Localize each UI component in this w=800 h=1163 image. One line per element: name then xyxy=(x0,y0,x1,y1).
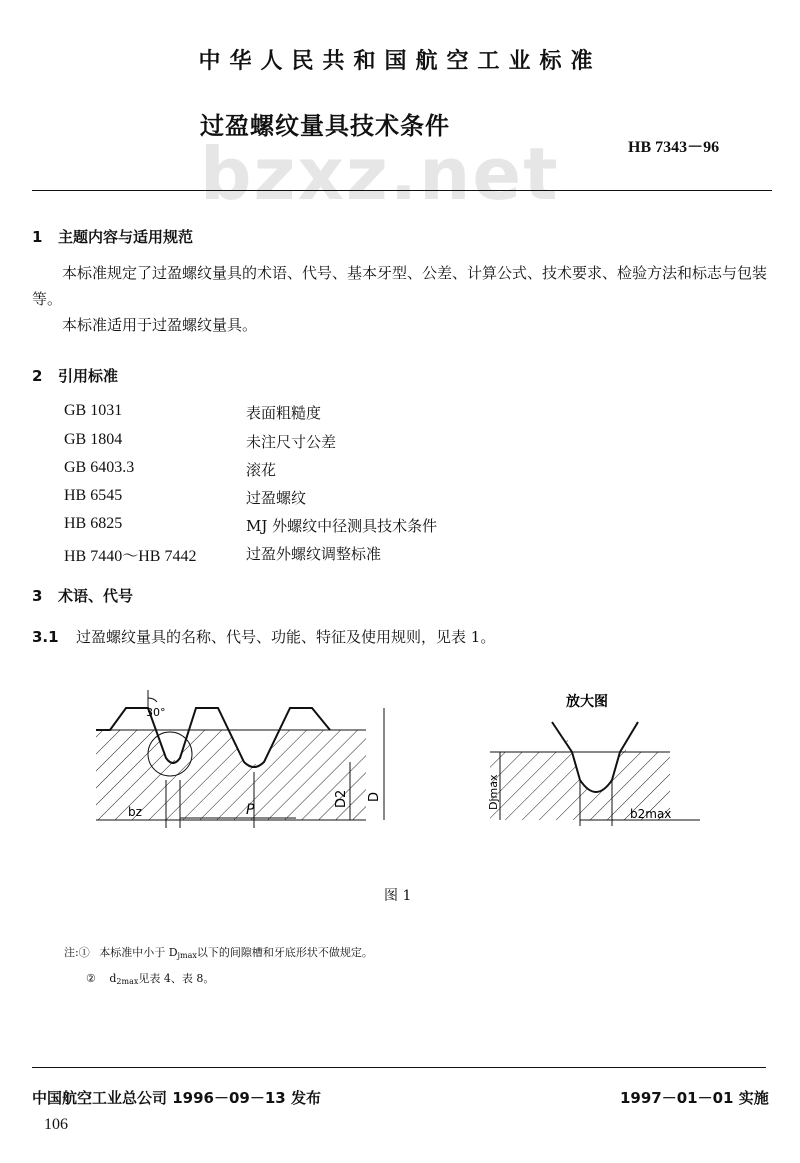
doc-code: HB 7343－96 xyxy=(628,139,720,156)
section-3-1-text: 过盈螺纹量具的名称、代号、功能、特征及使用规则，见表 1。 xyxy=(76,628,496,646)
ref-name: 过盈外螺纹调整标准 xyxy=(246,545,382,563)
detail-title: 放大图 xyxy=(566,694,608,710)
section-2-title: 引用标准 xyxy=(58,367,119,385)
org-title: 中华人民共和国航空工业标准 xyxy=(198,49,602,74)
label-djmax: Djmax xyxy=(487,774,500,810)
page-number: 106 xyxy=(44,1116,68,1133)
label-d2: D2 xyxy=(334,789,349,808)
section-1-body xyxy=(32,260,770,338)
ref-name: 未注尺寸公差 xyxy=(246,433,337,451)
note-2-pre: d xyxy=(109,972,117,985)
ref-code: GB 1804 xyxy=(64,431,123,448)
header-rule xyxy=(32,190,772,191)
ref-code: HB 6545 xyxy=(64,487,123,504)
note-1-post: 以下的间隙槽和牙底形状不做规定。 xyxy=(196,946,373,959)
label-d: D xyxy=(367,791,382,802)
effective-date: 1997－01－01 实施 xyxy=(620,1089,769,1107)
angle-label: 30° xyxy=(146,706,166,719)
section-3-number: 3 xyxy=(32,587,43,605)
ref-name: 过盈螺纹 xyxy=(246,489,307,507)
section-2-number: 2 xyxy=(32,367,43,385)
section-3-1 xyxy=(32,624,495,650)
section-3-heading xyxy=(32,585,133,606)
ref-code: HB 7440～HB 7442 xyxy=(64,548,197,565)
note-1-pre: 本标准中小于 D xyxy=(99,946,178,959)
note-2-sub: 2max xyxy=(116,977,139,986)
note-2-post: 见表 4、表 8。 xyxy=(138,972,215,985)
thread-profile xyxy=(96,690,384,828)
ref-name: 表面粗糙度 xyxy=(246,404,322,422)
section-1-para-1: 本标准规定了过盈螺纹量具的术语、代号、基本牙型、公差、计算公式、技术要求、检验方法和标志与包装等。 xyxy=(32,264,768,308)
note-1 xyxy=(64,944,373,960)
section-3-title: 术语、代号 xyxy=(58,587,134,605)
section-1-heading xyxy=(32,226,193,247)
note-2 xyxy=(86,970,214,986)
ref-code: GB 1031 xyxy=(64,402,123,419)
figure-1 xyxy=(0,680,800,880)
doc-title: 过盈螺纹量具技术条件 xyxy=(200,112,450,140)
ref-name: MJ 外螺纹中径测具技术条件 xyxy=(246,517,438,535)
section-1-para-2: 本标准适用于过盈螺纹量具。 xyxy=(62,316,258,334)
ref-code: GB 6403.3 xyxy=(64,459,135,476)
ref-name: 滚花 xyxy=(246,461,277,479)
note-1-sub: jmax xyxy=(177,951,197,960)
label-b2max: b2max xyxy=(630,807,672,821)
publish-info: 中国航空工业总公司 1996－09－13 发布 xyxy=(32,1089,321,1107)
label-bz: bz xyxy=(128,805,142,819)
footer-rule xyxy=(32,1067,766,1068)
section-2-heading xyxy=(32,365,118,386)
note-1-prefix: 注:① xyxy=(64,946,90,959)
ref-code: HB 6825 xyxy=(64,515,123,532)
section-1-title: 主题内容与适用规范 xyxy=(58,228,194,246)
label-p: P xyxy=(246,802,255,818)
note-2-prefix: ② xyxy=(86,972,96,985)
section-3-1-number: 3.1 xyxy=(32,628,59,646)
watermark: bzxz.net xyxy=(200,132,560,216)
figure-caption: 图 1 xyxy=(384,888,412,904)
detail-view xyxy=(487,693,700,826)
section-1-number: 1 xyxy=(32,228,43,246)
